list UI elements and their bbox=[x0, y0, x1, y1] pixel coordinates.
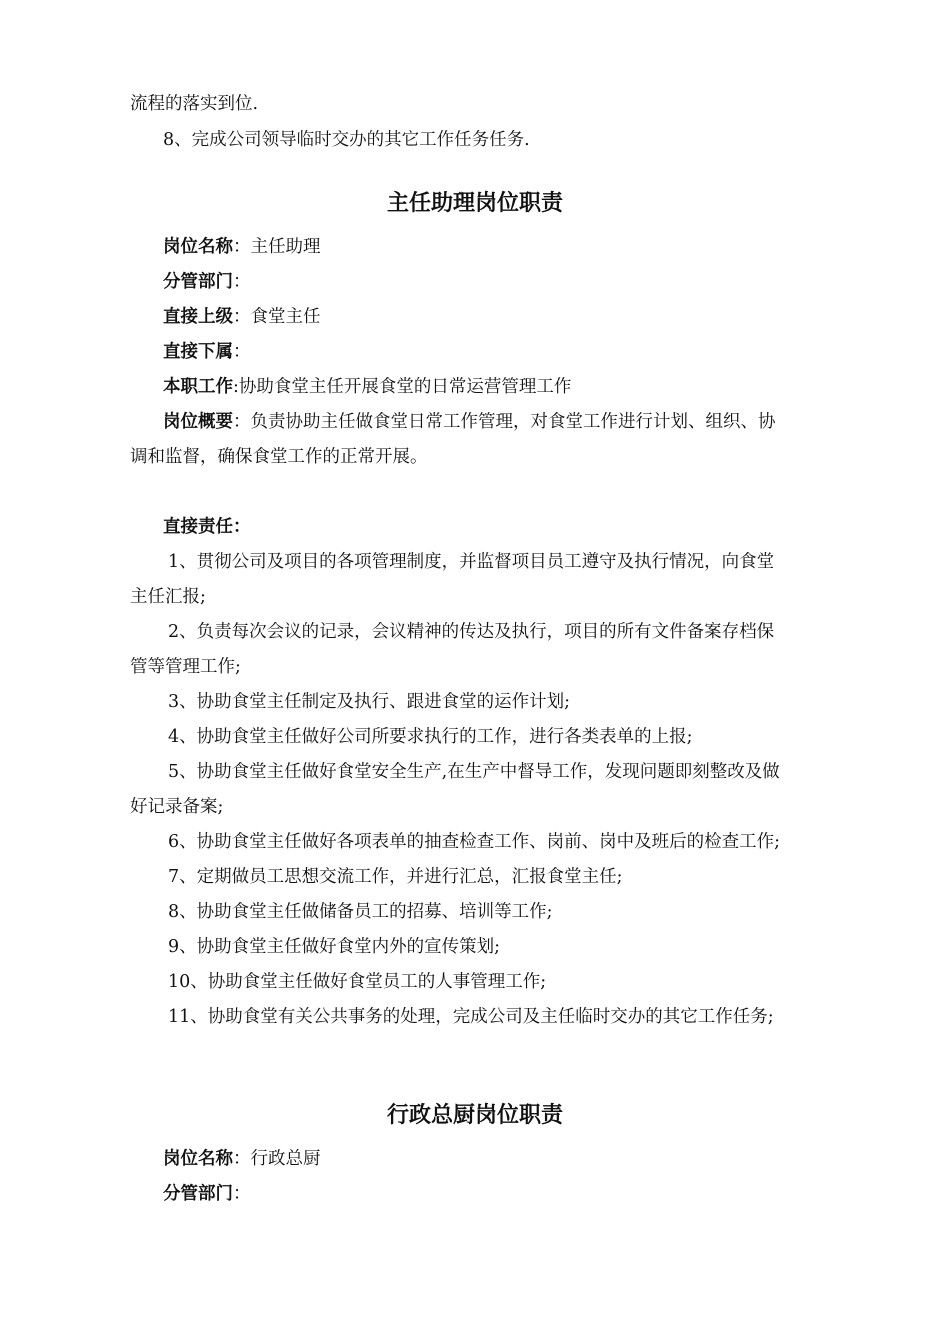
duty-item: 6、协助食堂主任做好各项表单的抽查检查工作、岗前、岗中及班后的检查工作; bbox=[168, 832, 781, 852]
field-label: 分管部门 bbox=[163, 1184, 233, 1204]
field-value: 负责协助主任做食堂日常工作管理，对食堂工作进行计划、组织、协 bbox=[250, 412, 776, 432]
duty-item: 管等管理工作; bbox=[130, 657, 241, 677]
field-label: 岗位概要 bbox=[163, 412, 233, 432]
field-label: 本职工作 bbox=[163, 377, 233, 397]
field-value: 主任助理 bbox=[250, 237, 321, 257]
field-value: 食堂主任 bbox=[250, 307, 321, 327]
field-row bbox=[163, 375, 571, 399]
duty-item: 8、协助食堂主任做储备员工的招募、培训等工作; bbox=[168, 902, 553, 922]
duty-item: 2、负责每次会议的记录，会议精神的传达及执行，项目的所有文件备案存档保 bbox=[168, 622, 775, 642]
field-row bbox=[163, 410, 776, 434]
duty-item: 1、贯彻公司及项目的各项管理制度，并监督项目员工遵守及执行情况，向食堂 bbox=[168, 552, 775, 572]
field-sep: ： bbox=[233, 342, 251, 362]
duty-item: 11、协助食堂有关公共事务的处理，完成公司及主任临时交办的其它工作任务; bbox=[168, 1007, 774, 1027]
duty-item: 好记录备案; bbox=[130, 797, 224, 817]
field-label: 分管部门 bbox=[163, 272, 233, 292]
field-sep: ： bbox=[233, 412, 251, 432]
field-sep: ： bbox=[233, 272, 251, 292]
summary-continuation: 调和监督，确保食堂工作的正常开展。 bbox=[130, 447, 428, 467]
intro-line: 8、完成公司领导临时交办的其它工作任务任务. bbox=[163, 130, 530, 150]
field-value: 行政总厨 bbox=[250, 1149, 321, 1169]
duty-item: 主任汇报; bbox=[130, 587, 206, 607]
field-sep: ： bbox=[233, 307, 251, 327]
field-label: 岗位名称 bbox=[163, 1149, 233, 1169]
duty-item: 9、协助食堂主任做好食堂内外的宣传策划; bbox=[168, 937, 501, 957]
duties-heading: 直接责任： bbox=[163, 517, 251, 537]
field-row bbox=[163, 305, 321, 329]
field-label: 岗位名称 bbox=[163, 237, 233, 257]
field-row bbox=[163, 1182, 251, 1206]
section-title: 行政总厨岗位职责 bbox=[386, 1103, 563, 1128]
field-row bbox=[163, 1147, 321, 1171]
duty-item: 3、协助食堂主任制定及执行、跟进食堂的运作计划; bbox=[168, 692, 571, 712]
duty-item: 4、协助食堂主任做好公司所要求执行的工作，进行各类表单的上报; bbox=[168, 727, 693, 747]
field-label: 直接上级 bbox=[163, 307, 233, 327]
duty-item: 7、定期做员工思想交流工作，并进行汇总，汇报食堂主任; bbox=[168, 867, 623, 887]
duty-item: 5、协助食堂主任做好食堂安全生产,在生产中督导工作，发现问题即刻整改及做 bbox=[168, 762, 780, 782]
field-sep: ： bbox=[233, 1149, 251, 1169]
field-row bbox=[163, 235, 321, 259]
field-row bbox=[163, 340, 251, 364]
section-title: 主任助理岗位职责 bbox=[386, 191, 563, 216]
field-label: 直接下属 bbox=[163, 342, 233, 362]
duty-item: 10、协助食堂主任做好食堂员工的人事管理工作; bbox=[168, 972, 547, 992]
field-sep: ： bbox=[233, 1184, 251, 1204]
field-row bbox=[163, 270, 251, 294]
field-sep: ： bbox=[233, 237, 251, 257]
field-sep: : bbox=[233, 377, 239, 397]
field-value: 协助食堂主任开展食堂的日常运营管理工作 bbox=[238, 377, 572, 397]
intro-line: 流程的落实到位. bbox=[130, 94, 259, 114]
